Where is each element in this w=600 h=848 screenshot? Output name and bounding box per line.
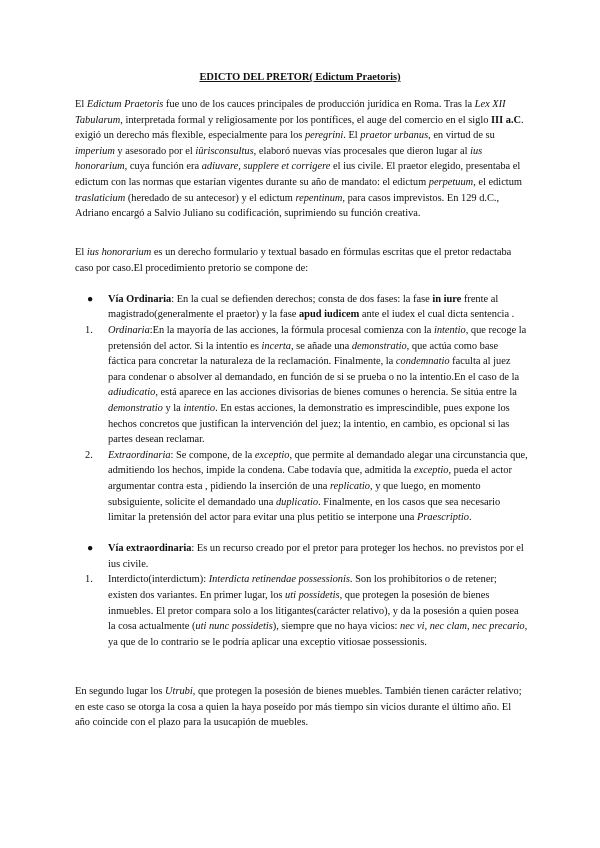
list-number: 2. xyxy=(85,449,93,461)
list-number: 1. xyxy=(85,574,93,586)
document-title: EDICTO DEL PRETOR( Edictum Praetoris) xyxy=(199,72,401,83)
bullet-marker: ● xyxy=(87,543,94,555)
ordinary-procedure-list xyxy=(75,292,528,526)
list-number: 1. xyxy=(85,324,93,336)
list-item: 2. Extraordinaria: Se compone, de la exceptio, que permite al demandado alegar una circunstancia que, admitiendo los hechos, impide la condena. Cabe todavía que, admitida la exceptio, pueda el actor argumentar contra esta , pidiendo la inserción de una replicatio, y que luego, en momento subsiguiente, solicite el demandado una duplicatio. Finalmente, en los casos que sea necesario limitar la pretensión del actor para evitar una plus petitio se interpone una Praescriptio. xyxy=(85,449,528,524)
procedure-paragraph xyxy=(75,245,528,650)
bullet-marker: ● xyxy=(87,293,94,305)
utrubi-paragraph: En segundo lugar los Utrubi, que protegen la posesión de bienes muebles. También tienen carácter relativo; en este caso se otorga la cosa a quien la haya poseído por más tiempo sin vicios durante el último año. El año coincide con el plazo para la usucapión de muebles. xyxy=(75,686,522,729)
extraordinary-procedure-list xyxy=(75,541,528,650)
list-item: 1. Ordinaria:En la mayoría de las acciones, la fórmula procesal comienza con la intentio, que recoge la pretensión del actor. Si la intentio es incerta, se añade una demonstratio, que actúa como base fáctica para concretar la naturaleza de la reclamación. Finalmente, la condemnatio faculta al juez para condenar o absolver al demandado, en función de si se prueba o no la intentio.En el caso de la adiudicatio, está aparece en las acciones divisorias de bienes comunes o herencia. Se sitúa entre la demonstratio y la intentio. En estas acciones, la demonstratio es imprescindible, pues expone los hechos concretos que justifican la intervención del juez; la intentio, en cambio, es opcional si las partes desean reclamar. xyxy=(85,324,527,446)
list-item: ● Vía extraordinaria: Es un recurso creado por el pretor para proteger los hechos. no previstos por el ius civile. xyxy=(87,543,524,570)
list-item: 1. Interdicto(interdictum): Interdicta retinendae possessionis. Son los prohibitorios o de retener; existen dos variantes. En primer lugar, los uti possidetis, que protegen la posesión de bienes inmuebles. El pretor compara solo a los litigantes(carácter relativo), y da la posesión a quien posea la cosa actualmente (uti nunc possidetis), siempre que no haya vicios: nec vi, nec clam, nec precario, ya que de lo contrario se le podría aplicar una exceptio vitiosae possessionis. xyxy=(85,574,528,648)
list-item: ● Vía Ordinaria: En la cual se defienden derechos; consta de dos fases: la fase in iure frente al magistrado(generalmente el praetor) y la fase apud iudicem ante el iudex el cual dicta sentencia . xyxy=(87,293,515,321)
procedure-intro: El ius honorarium es un derecho formulario y textual basado en fórmulas escritas que el pretor redactaba caso por caso.El procedimiento pretorio se compone de: xyxy=(75,247,512,274)
intro-paragraph: El Edictum Praetoris fue uno de los cauces principales de producción jurídica en Roma. Tras la Lex XII Tabularum, interpretada formal y religiosamente por los pontífices, el auge del comercio en el siglo III a.C. exigió un derecho más flexible, especialmente para los peregrini. El praetor urbanus, en virtud de su imperium y asesorado por el iûrisconsultus, elaboró nuevas vías procesales que dieron lugar al ius honorarium, cuya función era adiuvare, supplere et corrigere el ius civile. El praetor elegido, presentaba el edictum con las normas que estarían vigentes durante su año de mandato: el edictum perpetuum, el edictum traslaticium (heredado de su antecesor) y el edictum repentinum, para casos imprevistos. En 129 d.C., Adriano encargó a Salvio Juliano su codificación, suprimiendo su función creativa. xyxy=(75,99,524,220)
